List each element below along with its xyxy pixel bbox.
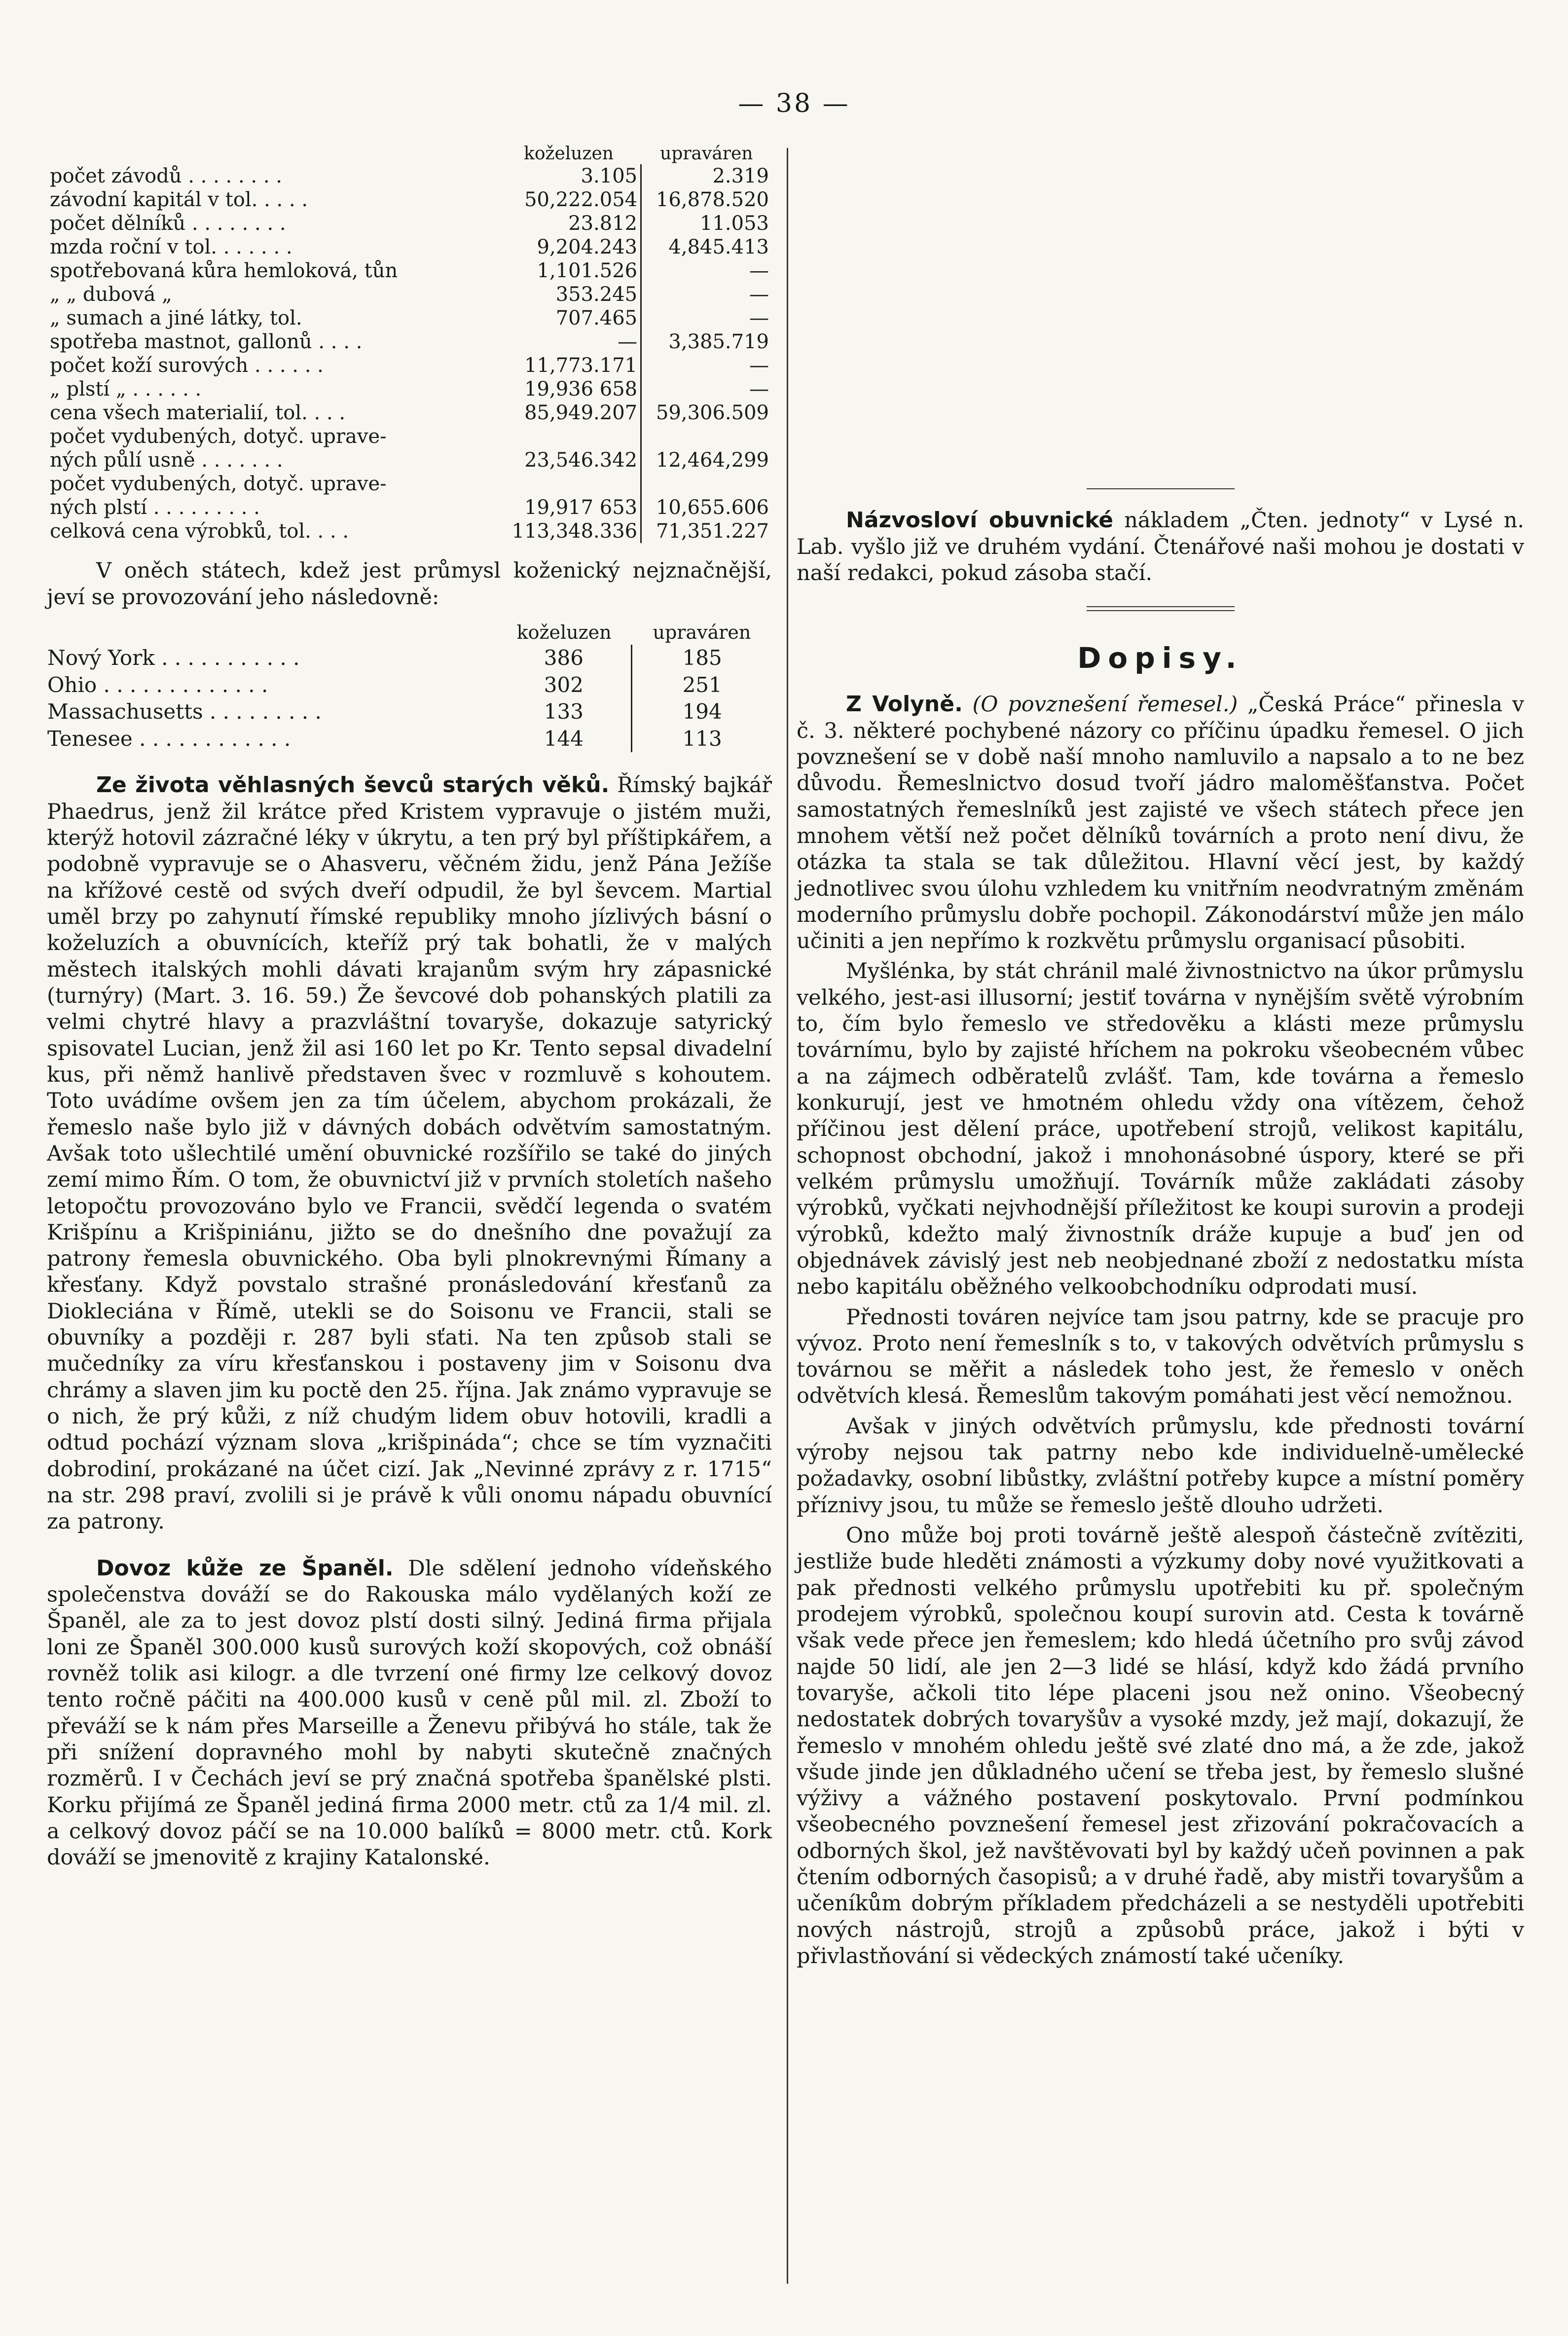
letter-p4: Avšak v jiných odvětvích průmyslu, kde přednosti tovární výroby nejsou tak patrny nebo kde individuelně-umělecké požadavky, osobní libůstky, zvláštní potřeby kupce a místní poměry příznivy jsou, tu může se řemeslo ještě dlouho udržeti. bbox=[797, 1414, 1524, 1518]
row-label: Tenesee . . . . . . . . . . . . bbox=[47, 726, 291, 751]
letter-heading: Z Volyně. bbox=[846, 692, 963, 717]
left-column bbox=[47, 143, 772, 1875]
value-tanneries: 707.465 bbox=[555, 307, 638, 330]
states-table bbox=[47, 620, 772, 753]
value-finishers: — bbox=[641, 306, 772, 330]
row-label: ných plstí . . . . . . . . . bbox=[50, 496, 260, 519]
value-tanneries: 23.812 bbox=[568, 212, 638, 235]
row-label: počet vydubených, dotyč. uprave- bbox=[50, 473, 387, 496]
article-nomenclature-heading: Názvosloví obuvnické bbox=[846, 508, 1114, 533]
value-tanneries: 23,546.342 bbox=[524, 449, 638, 472]
row-label: spotřebovaná kůra hemloková, tůn bbox=[50, 259, 398, 283]
states-header-finishers: upraváren bbox=[653, 621, 751, 643]
value-finishers: — bbox=[641, 259, 772, 283]
value-finishers: 3,385.719 bbox=[641, 330, 772, 354]
value-finishers: 2.319 bbox=[641, 164, 772, 188]
row-label: „ plstí „ . . . . . . bbox=[50, 378, 202, 401]
page-number: — 38 — bbox=[738, 89, 850, 118]
value-finishers: — bbox=[641, 283, 772, 306]
value-finishers: 194 bbox=[632, 698, 772, 726]
value-tanneries: 19,936 658 bbox=[524, 378, 638, 401]
row-label: počet dělníků . . . . . . . . bbox=[50, 212, 286, 235]
stats-row bbox=[47, 164, 772, 188]
stats-row bbox=[47, 283, 772, 306]
rule-1 bbox=[1087, 488, 1235, 489]
row-label: počet závodů . . . . . . . . bbox=[50, 165, 282, 188]
value-tanneries: 11,773.171 bbox=[524, 354, 638, 377]
value-tanneries: 1,101.526 bbox=[537, 259, 638, 283]
stats-row bbox=[47, 425, 772, 448]
letter-subtitle: (O povznešení řemesel.) bbox=[972, 692, 1238, 717]
value-tanneries bbox=[496, 425, 641, 448]
value-tanneries: 386 bbox=[544, 646, 583, 670]
value-finishers: 16,878.520 bbox=[641, 188, 772, 212]
stats-header-tanneries: koželuzen bbox=[524, 144, 614, 164]
value-tanneries: 353.245 bbox=[555, 283, 638, 306]
value-finishers: 11.053 bbox=[641, 212, 772, 235]
states-intro: V oněch státech, kdež jest průmysl koženický nejznačnější, jeví se provozování jeho následovně: bbox=[47, 558, 772, 610]
row-label: počet koží surových . . . . . . bbox=[50, 354, 324, 377]
row-label: Massachusetts . . . . . . . . . bbox=[47, 699, 322, 724]
letter-p1 bbox=[797, 691, 1524, 954]
value-finishers bbox=[641, 425, 772, 448]
stats-row bbox=[47, 306, 772, 330]
row-label: spotřeba mastnot, gallonů . . . . bbox=[50, 330, 363, 354]
row-label: „ sumach a jiné látky, tol. bbox=[50, 307, 302, 330]
value-tanneries: 3.105 bbox=[581, 165, 638, 188]
letter-p3: Přednosti továren nejvíce tam jsou patrny, kde se pracuje pro vývoz. Proto není řemeslník s to, v takových odvětvích průmyslu s továrnou se měřit a následek toho jest, že řemeslo v oněch odvětvích klesá. Řemeslům takovým pomáhati jest věcí nemožnou. bbox=[797, 1305, 1524, 1409]
stats-row bbox=[47, 259, 772, 283]
value-finishers: 185 bbox=[632, 645, 772, 672]
row-label: počet vydubených, dotyč. uprave- bbox=[50, 425, 387, 448]
value-tanneries: 144 bbox=[544, 726, 583, 751]
letter-p1-text: „Česká Práce“ přinesla v č. 3. některé pochybené názory co příčinu úpadku řemesel. O jich povznešení se v době naší mnoho namluvilo a napsalo a to ne bez důvodu. Řemeslnictvo dosud tvoří jádro maloměšťanstva. Počet samostatných řemeslníků jest zajisté ve všech státech přece jen mnohem větší než počet dělníků továrních a proto není divu, že otázka ta stala se tak důležitou. Hlavní věcí jest, by každý jednotlivec svou úlohu vzhledem ku vnitřním neodvratným změnám moderního průmyslu dobře pochopil. Zákonodárství může jen málo učiniti a jen nepřímo k rozkvětu průmyslu organisací působiti. bbox=[797, 692, 1525, 954]
stats-row bbox=[47, 188, 772, 212]
row-label: „ „ dubová „ bbox=[50, 283, 172, 306]
article-import bbox=[47, 1555, 772, 1871]
article-nomenclature-text: nákladem „Čten. jednoty“ v Lysé n. Lab. vyšlo již ve druhém vydání. Čtenářové naši mohou je dostati v naší redakci, pokud zásoba stačí. bbox=[797, 508, 1524, 585]
value-tanneries: 85,949.207 bbox=[524, 402, 638, 425]
stats-row bbox=[47, 448, 772, 472]
stats-row bbox=[47, 330, 772, 354]
stats-header-finishers: upraváren bbox=[660, 144, 753, 164]
value-tanneries: 50,222.054 bbox=[524, 188, 638, 212]
value-tanneries: 302 bbox=[544, 672, 583, 697]
section-title-letters: Dopisy. bbox=[1077, 641, 1243, 675]
stats-row bbox=[47, 212, 772, 235]
value-finishers: 4,845.413 bbox=[641, 235, 772, 259]
value-finishers: 251 bbox=[632, 672, 772, 699]
states-row bbox=[47, 726, 772, 753]
stats-row bbox=[47, 472, 772, 496]
value-tanneries: — bbox=[618, 330, 638, 354]
double-rule bbox=[1087, 606, 1235, 611]
row-label: mzda roční v tol. . . . . . . bbox=[50, 236, 292, 259]
value-tanneries: 133 bbox=[544, 699, 583, 724]
value-finishers: 59,306.509 bbox=[641, 401, 772, 425]
value-finishers: 71,351.227 bbox=[641, 519, 772, 543]
value-tanneries bbox=[496, 472, 641, 496]
tannery-stats-table bbox=[47, 143, 772, 543]
stats-row bbox=[47, 235, 772, 259]
article-import-heading: Dovoz kůže ze Španěl. bbox=[96, 1555, 394, 1581]
value-tanneries: 113,348.336 bbox=[511, 520, 638, 543]
letter-p5: Ono může boj proti továrně ještě alespoň částečně zvítěziti, jestliže bude hleděti známosti a výzkumy doby nové využitkovati a pak přednosti velkého průmyslu upotřebiti ku př. společným prodejem výrobků, společnou koupí surovin atd. Cesta k továrně však vede přece jen řemeslem; kdo hledá účetního pro svůj závod najde 50 lidí, ale jen 2—3 lidé se hlásí, když kdo žádá prvního tovaryše, ačkoli tito lépe placeni jsou než onino. Všeobecný nedostatek dobrých tovaryšův a vysoké mzdy, jež mají, dokazují, že řemeslo v mnohém ohledu ještě své zlaté dno má, a že zde, jakož všude jinde jen důkladného učení se třeba jest, by řemeslo slušné výživy a vážného postavení poskytovalo. První podmínkou všeobecného povznešení řemesel jest zřizování pokračovacích a odborných škol, jež navštěvovati byl by každý učeň povinnen a pak čtením odborných časopisů; a v druhé řadě, aby mistři tovaryšům a učeníkům dobrým příkladem předcházeli a se nestyděli upotřebiti nových nástrojů, strojů a způsobů práce, jakož i býti v přivlastňování si vědeckých známostí také učeníky. bbox=[797, 1523, 1524, 1969]
value-finishers: — bbox=[641, 377, 772, 401]
row-label: Nový York . . . . . . . . . . . bbox=[47, 646, 300, 670]
value-tanneries: 9,204.243 bbox=[537, 236, 638, 259]
row-label: cena všech materialií, tol. . . . bbox=[50, 402, 346, 425]
article-nomenclature bbox=[797, 507, 1524, 586]
row-label: závodní kapitál v tol. . . . . bbox=[50, 188, 308, 212]
stats-row bbox=[47, 354, 772, 377]
row-label: Ohio . . . . . . . . . . . . . bbox=[47, 672, 268, 697]
article-shoemakers-heading: Ze života věhlasných ševců starých věků. bbox=[96, 772, 610, 798]
value-finishers: 113 bbox=[632, 726, 772, 753]
stats-row bbox=[47, 401, 772, 425]
states-header-tanneries: koželuzen bbox=[516, 621, 612, 643]
article-shoemakers-text: Římský bajkář Phaedrus, jenž žil krátce před Kristem vypravuje o jistém muži, kterýž hotovil zázračné léky v úkrytu, a ten prý byl příštipkářem, a podobně vypravuje se o Ahasveru, věčném židu, jenž Pána Ježíše na křížové cestě od svých dveří odpudil, že byl ševcem. Martial uměl brzy po zahynutí římské republiky mnoho jízlivých básní o koželuzích a obuvnících, kteříž prý tak bohatli, že v malých městech italských mohli dávati krajanům svým hry zápasnické (turnýry) (Mart. 3. 16. 59.) Že ševcové dob pohanských platili za velmi chytré hlavy a prazvláštní tovaryše, dokazuje satyrický spisovatel Lucian, jenž žil asi 160 let po Kr. Tento sepsal divadelní kus, při němž hanlivě představen švec v rozmluvě s kohoutem. Toto uvádíme ovšem jen za tím účelem, abychom prokázali, že řemeslo naše bylo již v dávných dobách odvětvím samostatným. Avšak toto ušlechtilé umění obuvnické rozšířilo se také do jiných zemí mimo Řím. O tom, že obuvnictví již v prvních stoletích našeho letopočtu provozováno bylo ve Francii, svědčí legenda o svatém Krišpínu a Krišpiniánu, jižto se do dnešního dne považují za patrony řemesla obuvnického. Oba byli plnokrevnými Římany a křesťany. Když povstalo strašné pronásledování křesťanů za Diokleciána v Římě, utekli se do Soisonu ve Francii, stali se obuvníky a později r. 287 byli sťati. Na ten způsob stali se mučedníky za víru křesťanskou i postaveny jim v Soisonu dva chrámy a slaven jim ku poctě den 25. října. Jak známo vypravuje se o nich, že prý kůži, z níž chudým lidem obuv hotovili, kradli a odtud pochází význam slova „krišpináda“; chce se tím vyznačiti dobrodiní, prokázané na účet cizí. Jak „Nevinné zprávy z r. 1715“ na str. 298 praví, zvolili si je právě k vůli onomu nápadu obuvnící za patrony. bbox=[47, 773, 772, 1534]
article-import-text: Dle sdělení jednoho vídeňského společenstva dováží se do Rakouska málo vydělaných koží ze Španěl, ale za to jest dovoz plstí dosti silný. Jediná firma přijala loni ze Španěl 300.000 kusů surových koží skopových, což obnáší rovněž tolik asi kilogr. a dle tvrzení oné firmy lze celkový dovoz tento ročně páčiti na 400.000 kusů v ceně půl mil. zl. Zboží to převáží se k nám přes Marseille a Ženevu přibývá ho stále, tak že při snížení dopravného mohl by nabyti skutečně značných rozměrů. I v Čechách jeví se prý značná spotřeba španělské plsti. Korku přijímá ze Španěl jediná firma 2000 metr. ctů za 1/4 mil. zl. a celkový dovoz páčí se na 10.000 balíků = 8000 metr. ctů. Kork dováží se jmenovitě z krajiny Katalonské. bbox=[47, 1556, 772, 1870]
value-finishers: 10,655.606 bbox=[641, 496, 772, 519]
value-finishers: — bbox=[641, 354, 772, 377]
letter-p2: Myšlénka, by stát chránil malé živnostnictvo na úkor průmyslu velkého, jest-asi illusorní; jestiť továrna v nynějším světě výrobním to, čím bylo řemeslo ve středověku a klásti meze průmyslu továrnímu, bylo by zajisté hříchem na pokroku všeobecném vůbec a na zájmech odběratelů zvlášť. Tam, kde továrna a řemeslo konkurují, jest ve hmotném ohledu vždy ona vítězem, čehož příčinou jest dělení práce, upotřebení strojů, velikost kapitálu, schopnost obchodní, jakož i mnohonásobné úspory, které se při velkém průmyslu umožňují. Továrník může zakládati zásoby výrobků, vyčkati nejvhodnější příležitost ke koupi surovin a prodeji výrobků, kdežto malý živnostník dráže kupuje a buď jen od objednávek závislý jest neb neobjednané zboží z nedostatku místa nebo kapitálu oběžného velkoobchodníku odprodati musí. bbox=[797, 959, 1524, 1300]
states-row bbox=[47, 672, 772, 699]
value-tanneries: 19,917 653 bbox=[524, 496, 638, 519]
stats-row bbox=[47, 377, 772, 401]
states-row bbox=[47, 645, 772, 672]
states-row bbox=[47, 698, 772, 726]
right-column bbox=[797, 143, 1524, 1973]
row-label: ných půlí usně . . . . . . . bbox=[50, 449, 283, 472]
column-divider bbox=[787, 148, 788, 2284]
stats-row bbox=[47, 519, 772, 543]
row-label: celková cena výrobků, tol. . . . bbox=[50, 520, 349, 543]
stats-row bbox=[47, 496, 772, 519]
article-shoemakers bbox=[47, 772, 772, 1535]
value-finishers bbox=[641, 472, 772, 496]
value-finishers: 12,464,299 bbox=[641, 448, 772, 472]
